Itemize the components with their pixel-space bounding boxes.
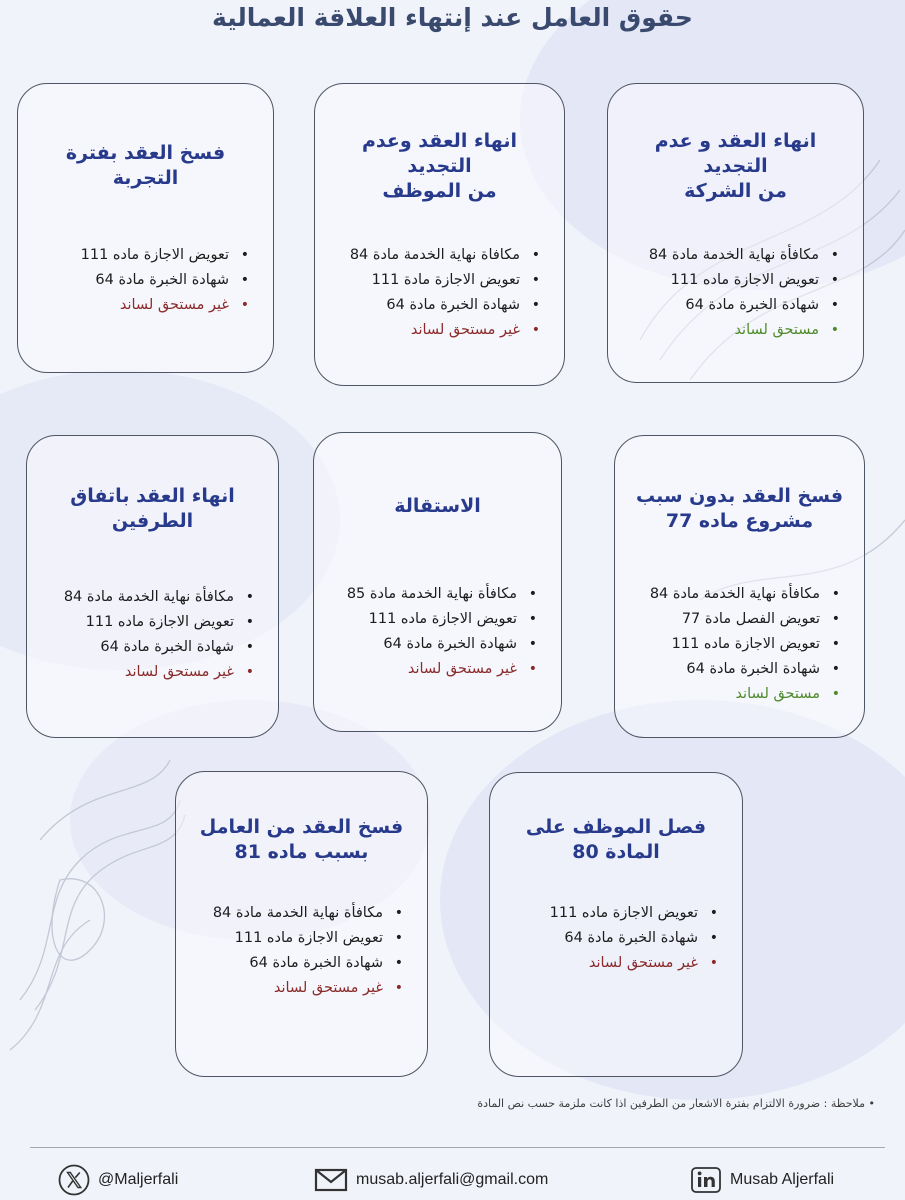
card-title-line: فسخ العقد بفترة التجربة <box>65 142 226 189</box>
card-title-line: الاستقالة <box>394 495 481 517</box>
card-title-line: المادة 80 <box>572 841 660 863</box>
bullet-icon: • <box>531 272 540 288</box>
card-title-line: انهاء العقد و عدم التجديد <box>654 130 817 177</box>
list-item-text: تعويض الاجازة مادة 111 <box>371 272 520 288</box>
list-item-text: غير مستحق لساند <box>410 322 520 338</box>
bullet-icon: • <box>830 247 839 263</box>
list-item-text: شهادة الخبرة مادة 64 <box>249 955 383 971</box>
benefits-list <box>321 243 540 343</box>
list-item <box>614 318 839 343</box>
bullet-icon: • <box>394 955 403 971</box>
x-handle: @Maljerfali <box>98 1171 179 1188</box>
list-item-text: شهادة الخبرة مادة 64 <box>564 930 698 946</box>
envelope-icon <box>314 1167 348 1193</box>
bullet-icon: • <box>531 297 540 313</box>
bullet-icon: • <box>528 586 537 602</box>
list-item-text: تعويض الفصل مادة 77 <box>681 611 820 627</box>
list-item <box>621 607 840 632</box>
card-title <box>627 484 852 534</box>
bullet-icon: • <box>240 297 249 313</box>
list-item-text: مكافاة نهاية الخدمة مادة 84 <box>349 247 520 263</box>
card-title-line: فسخ العقد من العامل <box>199 816 404 838</box>
bullet-icon: • <box>709 955 718 971</box>
bullet-icon: • <box>831 686 840 702</box>
email-address: musab.aljerfali@gmail.com <box>356 1171 549 1188</box>
bullet-icon: • <box>245 589 254 605</box>
list-item <box>321 318 540 343</box>
card-title <box>327 129 552 204</box>
card-title <box>30 141 261 191</box>
bullet-icon: • <box>394 905 403 921</box>
bullet-icon: • <box>394 930 403 946</box>
list-item-text: مكافأة نهاية الخدمة مادة 84 <box>648 247 819 263</box>
bullet-icon: • <box>528 661 537 677</box>
bullet-icon: • <box>830 297 839 313</box>
bullet-icon: • <box>528 636 537 652</box>
list-item-text: غير مستحق لساند <box>119 297 229 313</box>
list-item-text: تعويض الاجازة ماده 111 <box>80 247 229 263</box>
card-title <box>620 129 851 204</box>
card-mutual-agreement <box>26 435 279 738</box>
list-item-text: تعويض الاجازة ماده 111 <box>368 611 517 627</box>
list-item-text: تعويض الاجازة ماده 111 <box>234 930 383 946</box>
note-text: • ملاحظة : ضرورة الالتزام بفترة الاشعار من الطرفين اذا كانت ملزمة حسب نص المادة <box>477 1097 875 1110</box>
footer-linkedin[interactable] <box>690 1165 834 1195</box>
card-probation-termination <box>17 83 274 373</box>
linkedin-name: Musab Aljerfali <box>730 1171 835 1188</box>
card-article-77-termination <box>614 435 865 738</box>
list-item <box>24 293 249 318</box>
bullet-icon: • <box>240 272 249 288</box>
card-title <box>188 815 415 865</box>
bullet-icon: • <box>245 664 254 680</box>
card-title-line: من الموظف <box>382 180 497 202</box>
list-item-text: شهادة الخبرة مادة 64 <box>685 297 819 313</box>
list-item-text: غير مستحق لساند <box>273 980 383 996</box>
list-item <box>182 901 403 926</box>
card-article-80-dismissal <box>489 772 743 1077</box>
list-item <box>320 582 537 607</box>
list-item <box>320 657 537 682</box>
card-title-line: انهاء العقد وعدم التجديد <box>362 130 517 177</box>
list-item <box>321 293 540 318</box>
list-item-text: تعويض الاجازة ماده 111 <box>85 614 234 630</box>
card-title-line: الطرفين <box>111 510 194 532</box>
list-item <box>496 926 718 951</box>
card-title <box>502 815 730 865</box>
list-item-text: مستحق لساند <box>734 322 819 338</box>
list-item <box>621 682 840 707</box>
bullet-icon: • <box>531 247 540 263</box>
list-item <box>33 610 254 635</box>
list-item-text: شهادة الخبرة مادة 64 <box>100 639 234 655</box>
list-item-text: تعويض الاجازة ماده 111 <box>671 636 820 652</box>
bullet-icon: • <box>830 272 839 288</box>
list-item <box>182 976 403 1001</box>
benefits-list <box>24 243 249 318</box>
list-item <box>182 951 403 976</box>
list-item <box>496 951 718 976</box>
list-item-text: شهادة الخبرة مادة 64 <box>383 636 517 652</box>
page-title: حقوق العامل عند إنتهاء العلاقة العمالية <box>212 3 693 32</box>
card-article-81-termination <box>175 771 428 1077</box>
list-item <box>621 632 840 657</box>
x-logo-icon <box>58 1164 90 1196</box>
list-item-text: غير مستحق لساند <box>588 955 698 971</box>
list-item <box>621 657 840 682</box>
card-title-line: انهاء العقد باتفاق <box>70 485 235 507</box>
list-item-text: مكافأة نهاية الخدمة مادة 84 <box>649 586 820 602</box>
bullet-icon: • <box>709 905 718 921</box>
list-item-text: غير مستحق لساند <box>124 664 234 680</box>
list-item-text: شهادة الخبرة مادة 64 <box>95 272 229 288</box>
bullet-icon: • <box>831 636 840 652</box>
benefits-list <box>33 585 254 685</box>
list-item <box>614 268 839 293</box>
card-title-line: مشروع ماده 77 <box>665 510 814 532</box>
footer-divider <box>30 1147 885 1148</box>
card-company-termination <box>607 83 864 383</box>
benefits-list <box>496 901 718 976</box>
list-item <box>320 632 537 657</box>
bullet-icon: • <box>528 611 537 627</box>
linkedin-icon <box>690 1166 722 1194</box>
list-item-text: مكافأة نهاية الخدمة مادة 85 <box>346 586 517 602</box>
list-item <box>614 243 839 268</box>
bullet-icon: • <box>245 614 254 630</box>
benefits-list <box>182 901 403 1001</box>
list-item <box>24 268 249 293</box>
list-item-text: مكافأة نهاية الخدمة مادة 84 <box>63 589 234 605</box>
list-item <box>614 293 839 318</box>
card-title-line: بسبب ماده 81 <box>234 841 369 863</box>
list-item-text: تعويض الاجازة ماده 111 <box>549 905 698 921</box>
list-item <box>33 660 254 685</box>
card-title <box>326 494 549 519</box>
benefits-list <box>614 243 839 343</box>
list-item <box>24 243 249 268</box>
list-item <box>182 926 403 951</box>
card-title-line: من الشركة <box>684 180 787 202</box>
bullet-icon: • <box>831 586 840 602</box>
card-resignation <box>313 432 562 732</box>
card-title-line: فصل الموظف على <box>525 816 707 838</box>
list-item <box>33 635 254 660</box>
bullet-icon: • <box>831 611 840 627</box>
list-item <box>621 582 840 607</box>
bullet-icon: • <box>245 639 254 655</box>
list-item-text: شهادة الخبرة مادة 64 <box>386 297 520 313</box>
list-item <box>321 243 540 268</box>
bullet-icon: • <box>531 322 540 338</box>
card-title-line: فسخ العقد بدون سبب <box>635 485 844 507</box>
list-item-text: غير مستحق لساند <box>407 661 517 677</box>
card-title <box>39 484 266 534</box>
footer-email[interactable] <box>314 1165 548 1195</box>
bullet-icon: • <box>394 980 403 996</box>
card-employee-termination <box>314 83 565 386</box>
footer-x[interactable] <box>58 1165 178 1195</box>
benefits-list <box>320 582 537 682</box>
list-item-text: مستحق لساند <box>735 686 820 702</box>
benefits-list <box>621 582 840 707</box>
list-item <box>321 268 540 293</box>
bullet-icon: • <box>240 247 249 263</box>
list-item-text: تعويض الاجازة ماده 111 <box>670 272 819 288</box>
list-item <box>496 901 718 926</box>
list-item-text: مكافأة نهاية الخدمة مادة 84 <box>212 905 383 921</box>
bullet-icon: • <box>709 930 718 946</box>
list-item <box>33 585 254 610</box>
bullet-icon: • <box>830 322 839 338</box>
list-item <box>320 607 537 632</box>
list-item-text: شهادة الخبرة مادة 64 <box>686 661 820 677</box>
note-content: ملاحظة : ضرورة الالتزام بفترة الاشعار من الطرفين اذا كانت ملزمة حسب نص المادة <box>477 1097 865 1110</box>
bullet-icon: • <box>831 661 840 677</box>
